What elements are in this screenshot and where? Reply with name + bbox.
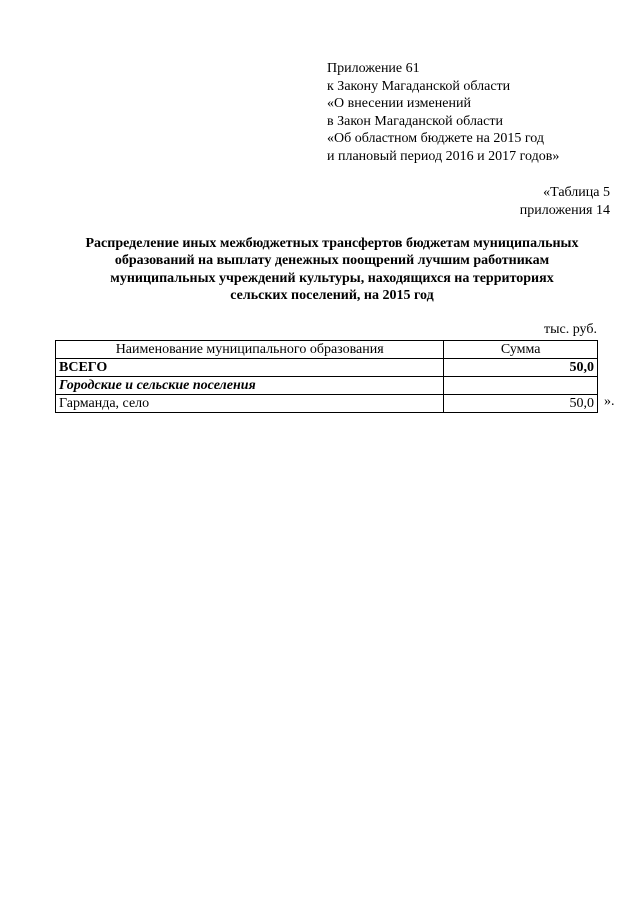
header-municipality-name: Наименование муниципального образования [56,341,444,359]
table-header-row [56,341,598,359]
table-reference-line: «Таблица 5 [543,185,610,200]
cell-sum: 50,0 [444,359,598,377]
appendix-line: Приложение 61 [327,61,420,76]
appendix-line: в Закон Магаданской области [327,113,503,129]
closing-quote-mark: ». [604,394,615,409]
cell-name: Гарманда, село [56,395,444,413]
title-line: муниципальных учреждений культуры, находящихся на территориях [110,270,554,286]
table-row [56,395,598,413]
title-line: Распределение иных межбюджетных трансфертов бюджетам муниципальных [85,236,579,251]
appendix-line: к Закону Магаданской области [327,78,511,94]
document-title [56,235,608,305]
units-label: тыс. руб. [544,322,597,337]
cell-name: ВСЕГО [56,359,444,377]
header-sum: Сумма [444,341,598,359]
table-reference-line: приложения 14 [519,202,610,218]
table-row-total [56,359,598,377]
appendix-line: «О внесении изменений [327,96,471,112]
cell-sum: 50,0 [444,395,598,413]
title-line: сельских поселений, на 2015 год [230,288,434,304]
table-reference [520,184,610,219]
appendix-reference [327,60,627,166]
appendix-line: и плановый период 2016 и 2017 годов» [327,148,560,164]
table-row-group [56,377,598,395]
cell-name: Городские и сельские поселения [56,377,444,395]
transfers-table [55,340,598,413]
appendix-line: «Об областном бюджете на 2015 год [327,131,544,147]
cell-sum [444,377,598,395]
title-line: образований на выплату денежных поощрений лучшим работникам [114,253,550,269]
